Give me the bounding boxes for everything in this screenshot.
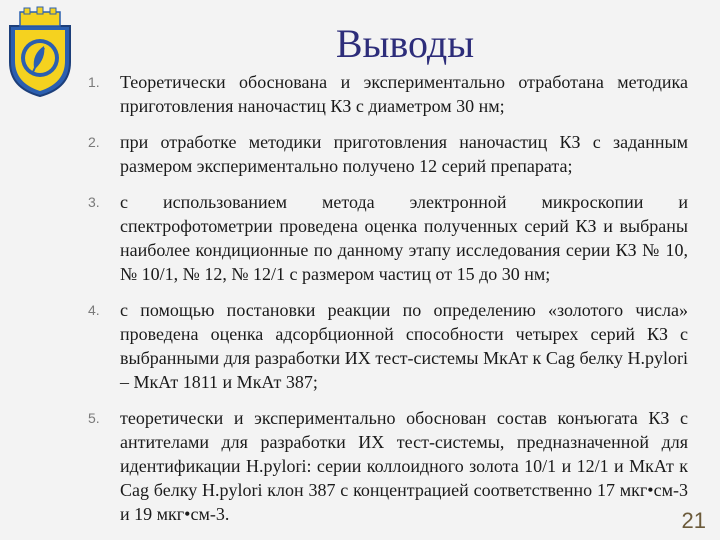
slide-title: Выводы: [335, 21, 475, 66]
item-text: при отработке методики приготовления наночастиц КЗ с заданным размером экспериментально получено 12 серий препарата;: [120, 132, 688, 176]
item-number: 2.: [88, 134, 100, 150]
item-number: 3.: [88, 194, 100, 210]
item-text: Теоретически обоснована и экспериментально отработана методика приготовления наночастиц КЗ с диаметром 30 нм;: [120, 72, 688, 116]
list-item: [88, 190, 688, 286]
item-text: с использованием метода электронной микроскопии и спектрофотометрии проведена оценка полученных серий КЗ и выбраны наиболее кондиционные по данному этапу исследования серии КЗ № 10, № 10/1, № 12, № 12/1 с размером частиц от 15 до 30 нм;: [120, 192, 688, 284]
list-item: [88, 406, 688, 526]
item-text: с помощью постановки реакции по определению «золотого числа» проведена оценка адсорбционной способности четырех серий КЗ с выбранными для разработки ИХ тест-системы МкАт к Cag белку H.pylori – МкАт 1811 и МкАт 387;: [120, 300, 688, 392]
item-number: 5.: [88, 410, 100, 426]
item-number: 1.: [88, 74, 100, 90]
list-item: [88, 70, 688, 118]
page-number: 21: [678, 508, 710, 534]
list-item: [88, 298, 688, 394]
item-text: теоретически и экспериментально обоснован состав конъюгата КЗ с антителами для разработки ИХ тест-системы, предназначенной для идентификации H.pylori: серии коллоидного золота 10/1 и 12/1 и МкАт к Cag белку H.pylori клон 387 с концентрацией соответственно 17 мкг•см-3 и 19 мкг•см-3.: [120, 408, 688, 524]
list-item: [88, 130, 688, 178]
conclusions-list: [88, 70, 688, 538]
item-number: 4.: [88, 302, 100, 318]
